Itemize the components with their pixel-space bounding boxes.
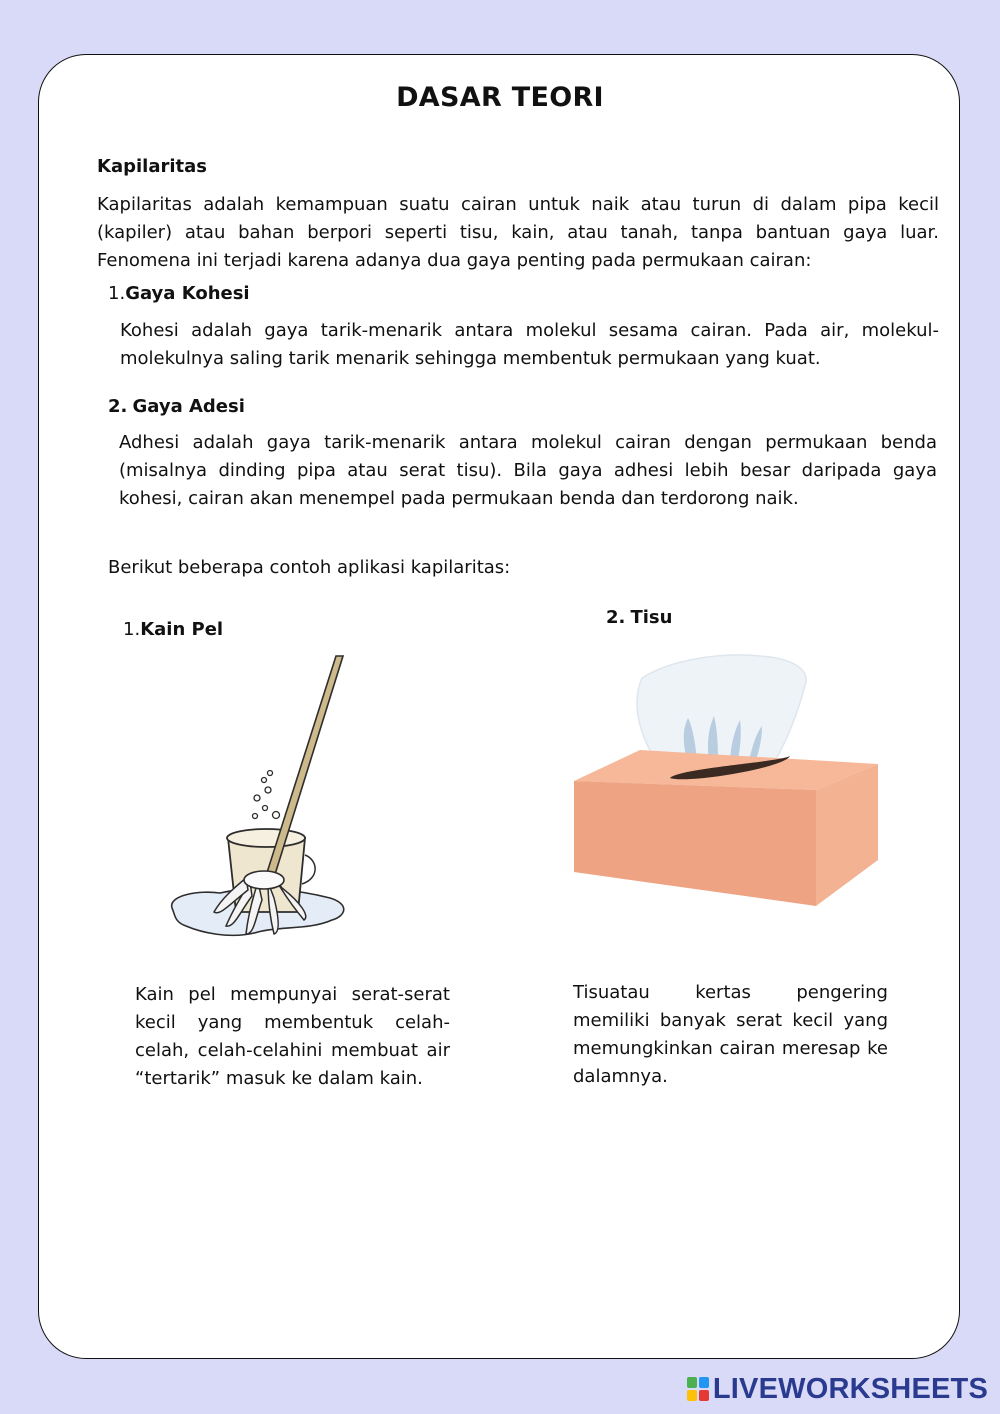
- mop-bucket-icon: [160, 650, 360, 950]
- example-kain-pel-heading: [123, 619, 223, 640]
- list-number: 1.: [123, 619, 141, 640]
- kohesi-text: Kohesi adalah gaya tarik-menarik antara molekul sesama cairan. Pada air, molekul-molekulnya saling tarik menarik sehingga membentuk permukaan yang kuat.: [120, 320, 939, 369]
- list-heading: Gaya Adesi: [132, 396, 245, 417]
- kain-pel-text: Kain pel mempunyai serat-serat kecil yang membentuk celah-celah, celah-celahini membuat air “tertarik” masuk ke dalam kain.: [135, 984, 450, 1089]
- list-item-adesi: [108, 396, 245, 417]
- adesi-text: Adhesi adalah gaya tarik-menarik antara molekul cairan dengan permukaan benda (misalnya dinding pipa atau serat tisu). Bila gaya adhesi lebih besar daripada gaya kohesi, cairan akan menempel pada permukaan benda dan terdorong naik.: [119, 432, 937, 509]
- logo-text: LIVEWORKSHEETS: [712, 1372, 988, 1405]
- list-number: 2.: [606, 607, 626, 628]
- logo-mark-icon: [687, 1377, 709, 1401]
- examples-intro: Berikut beberapa contoh aplikasi kapilaritas:: [108, 557, 511, 578]
- tisu-text: Tisuatau kertas pengering memiliki banyak serat kecil yang memungkinkan cairan meresap ke dalamnya.: [573, 982, 888, 1087]
- list-heading: Kain Pel: [140, 619, 224, 640]
- list-number: 2.: [108, 396, 128, 417]
- page-title: DASAR TEORI: [396, 82, 604, 113]
- list-heading: Gaya Kohesi: [125, 283, 250, 304]
- section-intro: Kapilaritas adalah kemampuan suatu cairan untuk naik atau turun di dalam pipa kecil (kapiler) atau bahan berpori seperti tisu, kain, atau tanah, tanpa bantuan gaya luar. Fenomena ini terjadi karena adanya dua gaya penting pada permukaan cairan:: [97, 194, 939, 271]
- liveworksheets-logo[interactable]: [687, 1374, 988, 1404]
- list-number: 1.: [108, 283, 126, 304]
- list-item-kohesi: [108, 283, 250, 304]
- section-heading: Kapilaritas: [97, 156, 207, 177]
- list-heading: Tisu: [630, 607, 673, 628]
- example-tisu-heading: [606, 607, 672, 628]
- tissue-box-icon: [570, 650, 882, 910]
